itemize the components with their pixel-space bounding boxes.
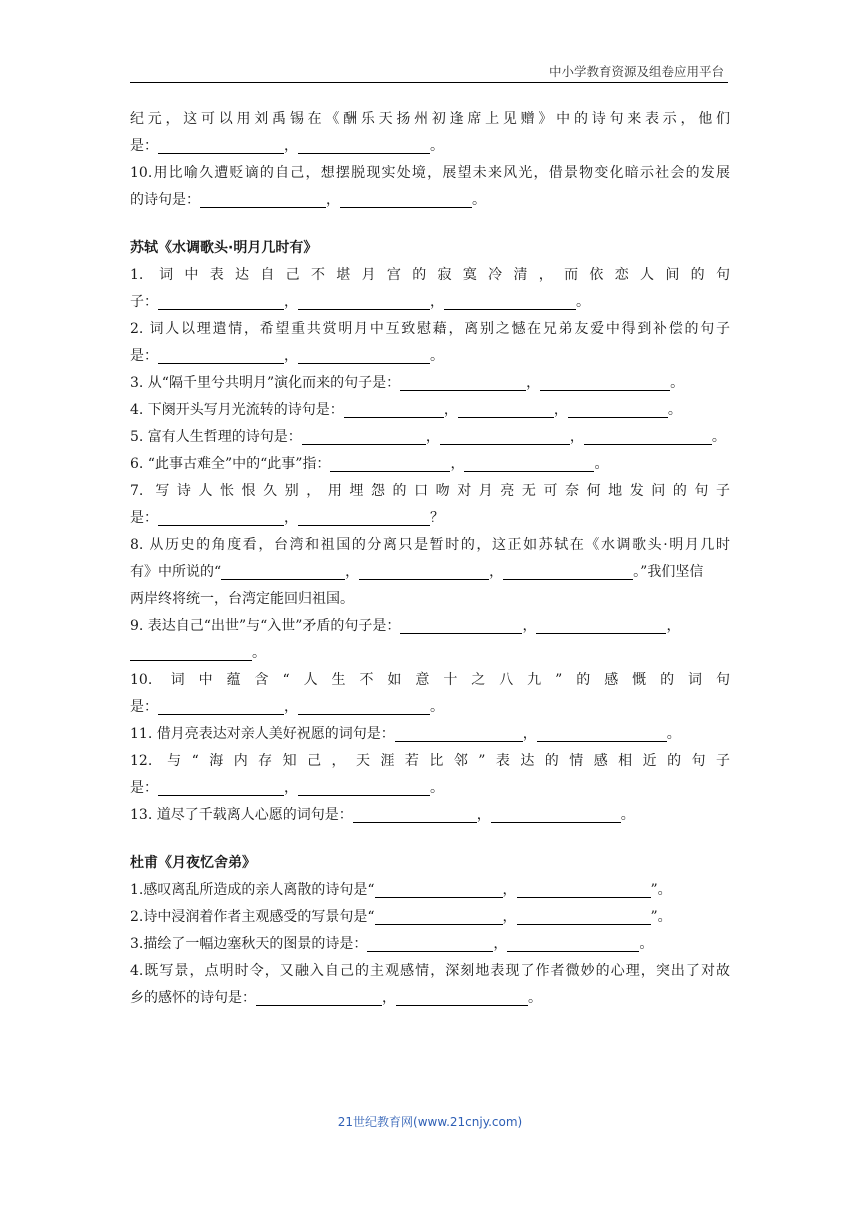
s1-q7-line-1: 7. 写诗人怅恨久别，用埋怨的口吻对月亮无可奈何地发问的句子 [130, 483, 730, 499]
s1-q10-line-1: 10. 词中蕴含“人生不如意十之八九”的感慨的词句 [130, 672, 730, 688]
answer-blank[interactable] [340, 191, 472, 208]
worksheet-content [130, 106, 730, 1012]
answer-blank[interactable] [200, 191, 326, 208]
answer-blank[interactable] [298, 293, 430, 310]
answer-blank[interactable] [400, 374, 526, 391]
s2-q4-line-2: 乡的感怀的诗句是： ， 。 [130, 990, 542, 1006]
s2-q2: 2.诗中浸润着作者主观感受的写景句是“ ， ”。 [130, 909, 672, 925]
answer-blank[interactable] [517, 908, 651, 925]
answer-blank[interactable] [158, 779, 284, 796]
s1-q8-line-2: 有》中所说的“ ， ， 。”我们坚信 [130, 564, 704, 580]
intro-line-1: 纪元，这可以用刘禹锡在《酬乐天扬州初逢席上见赠》中的诗句来表示，他们 [130, 111, 730, 127]
answer-blank[interactable] [353, 806, 477, 823]
s1-q6: 6. “此事古难全”中的“此事”指： ， 。 [130, 456, 609, 472]
s1-q10-line-2: 是： ， 。 [130, 699, 444, 715]
s1-q12-line-1: 12. 与“海内存知己，天涯若比邻”表达的情感相近的句子 [130, 753, 730, 769]
s1-q9-line-2: 。 [130, 640, 730, 667]
section-title-sushi: 苏轼《水调歌头·明月几时有》 [130, 240, 318, 256]
answer-blank[interactable] [298, 509, 430, 526]
answer-blank[interactable] [440, 428, 570, 445]
intro-line-2: 是： ， 。 [130, 138, 444, 154]
s2-q3: 3.描绘了一幅边塞秋天的图景的诗是： ， 。 [130, 936, 654, 952]
answer-blank[interactable] [464, 455, 594, 472]
answer-blank[interactable] [158, 509, 284, 526]
answer-blank[interactable] [298, 779, 430, 796]
s1-q4: 4. 下阕开头写月光流转的诗句是： ， ， 。 [130, 402, 682, 418]
page-header [130, 60, 728, 83]
s1-q1-line-2: 子： ， ， 。 [130, 294, 590, 310]
s1-q8-line-1: 8. 从历史的角度看，台湾和祖国的分离只是暂时的，这正如苏轼在《水调歌头·明月几时 [130, 537, 730, 553]
answer-blank[interactable] [375, 908, 503, 925]
answer-blank[interactable] [536, 617, 666, 634]
answer-blank[interactable] [395, 725, 523, 742]
s1-q9-line-1: 9. 表达自己“出世”与“入世”矛盾的句子是： ， ， [130, 618, 681, 634]
answer-blank[interactable] [375, 881, 503, 898]
answer-blank[interactable] [458, 401, 554, 418]
answer-blank[interactable] [400, 617, 522, 634]
answer-blank[interactable] [344, 401, 444, 418]
section-title-dufu: 杜甫《月夜忆舍弟》 [130, 855, 256, 871]
s1-q8-line-3: 两岸终将统一，台湾定能回归祖国。 [130, 591, 354, 607]
answer-blank[interactable] [537, 725, 667, 742]
intro-q10-line-2: 的诗句是： ， 。 [130, 192, 486, 208]
answer-blank[interactable] [367, 935, 493, 952]
answer-blank[interactable] [256, 989, 382, 1006]
s1-q12-line-2: 是： ， 。 [130, 780, 444, 796]
answer-blank[interactable] [298, 137, 430, 154]
answer-blank[interactable] [298, 698, 430, 715]
s1-q13: 13. 道尽了千载离人心愿的词句是： ， 。 [130, 807, 635, 823]
answer-blank[interactable] [584, 428, 712, 445]
s2-q4-line-1: 4.既写景，点明时令，又融入自己的主观感情，深刻地表现了作者微妙的心理，突出了对故 [130, 963, 730, 979]
s1-q1-line-1: 1. 词中表达自己不堪月宫的寂寞冷清，而依恋人间的句 [130, 267, 730, 283]
answer-blank[interactable] [491, 806, 621, 823]
header-site-name: 中小学教育资源及组卷应用平台 [548, 64, 724, 79]
answer-blank[interactable] [396, 989, 528, 1006]
answer-blank[interactable] [444, 293, 576, 310]
answer-blank[interactable] [130, 644, 252, 661]
answer-blank[interactable] [158, 347, 284, 364]
answer-blank[interactable] [540, 374, 670, 391]
answer-blank[interactable] [298, 347, 430, 364]
s2-q1: 1.感叹离乱所造成的亲人离散的诗句是“ ， ”。 [130, 882, 672, 898]
answer-blank[interactable] [158, 293, 284, 310]
s1-q11: 11. 借月亮表达对亲人美好祝愿的词句是： ， 。 [130, 726, 681, 742]
answer-blank[interactable] [302, 428, 426, 445]
s1-q2-line-2: 是： ， 。 [130, 348, 444, 364]
s1-q7-line-2: 是： ， ？ [130, 510, 444, 526]
answer-blank[interactable] [158, 698, 284, 715]
answer-blank[interactable] [507, 935, 639, 952]
s1-q3: 3. 从“隔千里兮共明月”演化而来的句子是： ， 。 [130, 375, 685, 391]
answer-blank[interactable] [158, 137, 284, 154]
answer-blank[interactable] [503, 563, 633, 580]
s1-q2-line-1: 2. 词人以理遣情，希望重共赏明月中互致慰藉，离别之憾在兄弟友爱中得到补偿的句子 [130, 321, 730, 337]
answer-blank[interactable] [568, 401, 668, 418]
answer-blank[interactable] [359, 563, 489, 580]
s1-q5: 5. 富有人生哲理的诗句是： ， ， 。 [130, 429, 726, 445]
answer-blank[interactable] [330, 455, 450, 472]
answer-blank[interactable] [221, 563, 345, 580]
intro-q10-line-1: 10.用比喻久遭贬谪的自己，想摆脱现实处境，展望未来风光，借景物变化暗示社会的发展 [130, 165, 730, 181]
page-footer: 21世纪教育网(www.21cnjy.com) [337, 1115, 523, 1129]
answer-blank[interactable] [517, 881, 651, 898]
